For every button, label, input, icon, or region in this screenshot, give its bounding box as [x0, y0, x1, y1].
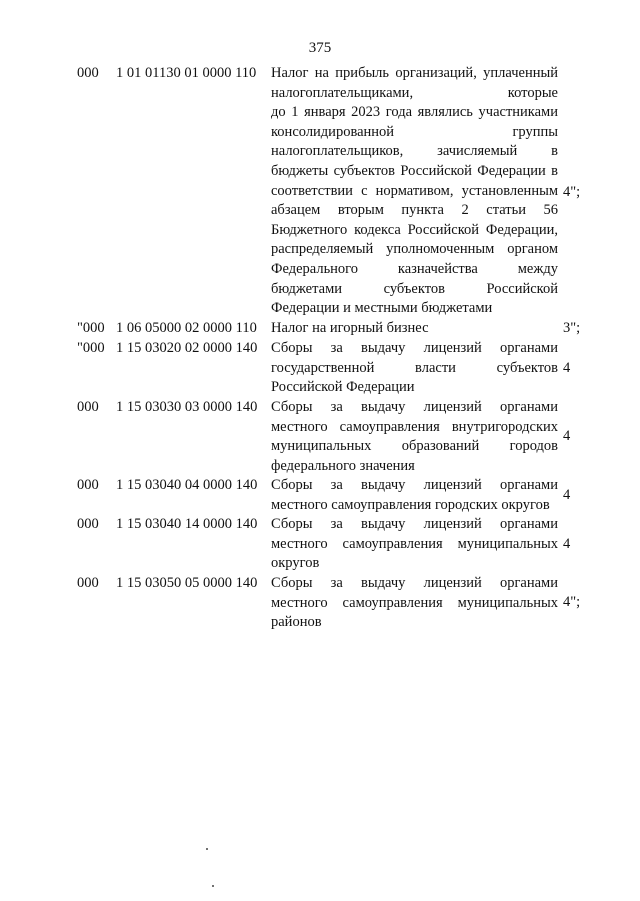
description-line: Российской Федерации [271, 379, 415, 396]
budget-classification-code: 1 15 03040 04 0000 140 [116, 477, 258, 493]
description-line: федерального значения [271, 457, 415, 474]
admin-code: 000 [77, 399, 99, 415]
description-line: муниципальных образований городов [271, 438, 558, 455]
budget-classification-code: 1 06 05000 02 0000 110 [116, 320, 257, 336]
income-description [271, 476, 558, 515]
description-line: Сборы за выдачу лицензий органами [271, 516, 558, 532]
description-line: государственной власти субъектов [271, 359, 558, 376]
description-line: Сборы за выдачу лицензий органами [271, 399, 558, 415]
description-line: соответствии с нормативом, установленным [271, 182, 558, 199]
income-description [271, 319, 558, 339]
description-line: Федерации и местными бюджетами [271, 300, 493, 317]
admin-code: "000 [77, 340, 105, 356]
description-line: налогоплательщиками, которые [271, 84, 558, 101]
description-line: Федерального казначейства между [271, 260, 558, 277]
page-number: 375 [308, 40, 332, 56]
description-line: Налог на прибыль организаций, уплаченный [271, 65, 558, 81]
description-line: абзацем вторым пункта 2 статьи 56 [271, 202, 558, 219]
admin-code: 000 [77, 65, 99, 81]
budget-classification-code: 1 15 03020 02 0000 140 [116, 340, 258, 356]
description-line: Сборы за выдачу лицензий органами [271, 575, 558, 591]
admin-code: "000 [77, 320, 105, 336]
admin-code: 000 [77, 516, 99, 532]
income-description [271, 64, 558, 319]
description-line: бюджетами субъектов Российской [271, 280, 558, 297]
norm-percent: 4 [563, 536, 571, 552]
description-line: местного самоуправления муниципальных [271, 594, 558, 611]
scan-speck [212, 885, 214, 887]
description-line: налогоплательщиков, зачисляемый в [271, 143, 558, 160]
description-line: бюджеты субъектов Российской Федерации в [271, 162, 558, 179]
description-line: до 1 января 2023 года являлись участниками [271, 104, 558, 121]
description-line: Бюджетного кодекса Российской Федерации, [271, 221, 558, 238]
budget-classification-code: 1 01 01130 01 0000 110 [116, 65, 257, 81]
description-line: местного самоуправления внутригородских [271, 418, 558, 435]
budget-classification-code: 1 15 03040 14 0000 140 [116, 516, 258, 532]
norm-percent: 4 [563, 360, 571, 376]
description-line: Сборы за выдачу лицензий органами [271, 340, 558, 356]
income-description [271, 398, 558, 476]
budget-classification-code: 1 15 03030 03 0000 140 [116, 399, 258, 415]
admin-code: 000 [77, 477, 99, 493]
description-line: Сборы за выдачу лицензий органами [271, 477, 558, 493]
budget-classification-code: 1 15 03050 05 0000 140 [116, 575, 258, 591]
description-line: консолидированной группы [271, 123, 558, 140]
description-line: районов [271, 614, 322, 631]
description-line: Налог на игорный бизнес [271, 320, 429, 336]
income-description [271, 339, 558, 398]
description-line: распределяемый уполномоченным органом [271, 241, 558, 258]
description-line: местного самоуправления муниципальных [271, 535, 558, 552]
norm-percent: 4 [563, 487, 571, 503]
income-description [271, 574, 558, 633]
admin-code: 000 [77, 575, 99, 591]
norm-percent: 4"; [563, 594, 581, 610]
norm-percent: 3"; [563, 320, 581, 336]
norm-percent: 4 [563, 428, 571, 444]
income-description [271, 515, 558, 574]
description-line: округов [271, 555, 320, 572]
norm-percent: 4"; [563, 184, 581, 200]
description-line: местного самоуправления городских округов [271, 496, 550, 513]
scan-speck [206, 848, 208, 850]
